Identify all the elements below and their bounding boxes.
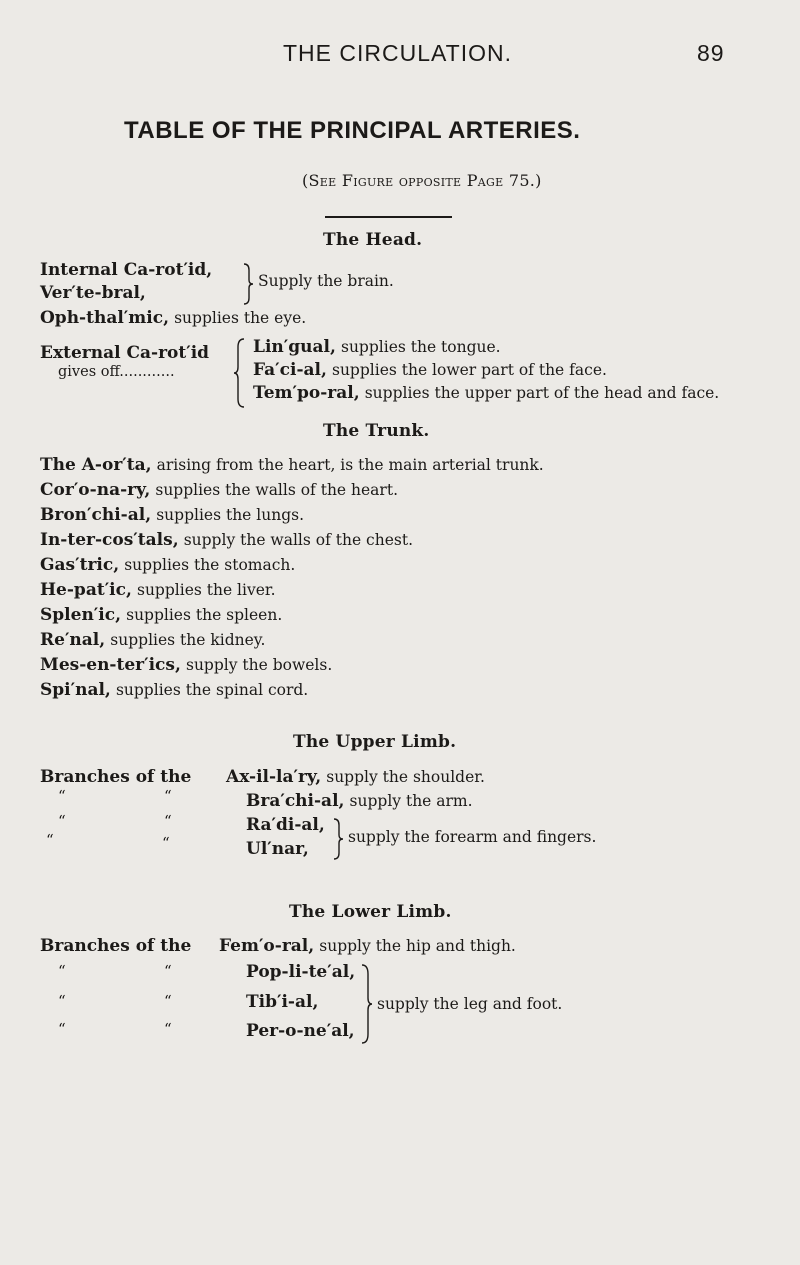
lower-femoral-line	[219, 936, 516, 956]
spinal-description: supplies the spinal cord.	[115, 681, 309, 699]
artery-mesenterics: Mes-en-ter′ics,	[40, 655, 181, 675]
axillary-description: supply the shoulder.	[326, 768, 485, 786]
artery-axillary: Ax-il-la′ry,	[226, 767, 322, 787]
splenic-description: supplies the spleen.	[126, 606, 283, 624]
artery-gastric: Gas′tric,	[40, 555, 120, 575]
coronary-description: supplies the walls of the heart.	[155, 481, 398, 499]
trunk-item	[40, 455, 544, 475]
artery-spinal: Spi′nal,	[40, 680, 111, 700]
brace-brain	[241, 262, 255, 306]
lower-lead-text: Branches of the	[40, 936, 192, 956]
aorta-description: arising from the heart, is the main arterial trunk.	[156, 456, 544, 474]
forearm-description: supply the forearm and fingers.	[348, 828, 597, 846]
trunk-item	[40, 530, 413, 550]
section-heading-trunk: The Trunk.	[323, 421, 430, 441]
intercostals-description: supply the walls of the chest.	[183, 531, 413, 549]
trunk-item	[40, 555, 295, 575]
ditto-mark: “	[164, 787, 172, 805]
artery-bronchial: Bron′chi-al,	[40, 505, 152, 525]
title-rule	[325, 216, 452, 218]
artery-radial: Ra′di-al,	[246, 815, 325, 835]
artery-coronary: Cor′o-na-ry,	[40, 480, 151, 500]
gives-off-label: gives off............	[58, 364, 175, 380]
trunk-item	[40, 655, 332, 675]
ditto-mark: “	[46, 831, 54, 849]
trunk-item	[40, 505, 304, 525]
section-heading-head: The Head.	[323, 230, 423, 250]
brace-leg	[360, 962, 374, 1046]
leg-description: supply the leg and foot.	[377, 995, 563, 1013]
ophthalmic-line	[40, 308, 306, 328]
ditto-mark: “	[58, 962, 66, 980]
temporal-description: supplies the upper part of the head and face.	[364, 384, 720, 402]
brachial-description: supply the arm.	[349, 792, 473, 810]
ophthalmic-description: supplies the eye.	[174, 309, 307, 327]
ditto-mark: “	[164, 812, 172, 830]
brace-forearm	[331, 817, 345, 861]
ditto-mark: “	[164, 992, 172, 1010]
ditto-mark: “	[58, 992, 66, 1010]
gastric-description: supplies the stomach.	[124, 556, 296, 574]
artery-brachial: Bra′chi-al,	[246, 791, 345, 811]
trunk-item	[40, 680, 308, 700]
running-head-title: THE CIRCULATION.	[283, 40, 512, 66]
page-number: 89	[697, 40, 725, 66]
artery-hepatic: He-pat′ic,	[40, 580, 132, 600]
artery-ophthalmic: Oph-thal′mic,	[40, 308, 169, 328]
artery-temporal: Tem′po-ral,	[253, 383, 360, 403]
artery-tibial: Tib′i-al,	[246, 992, 319, 1012]
lingual-description: supplies the tongue.	[341, 338, 501, 356]
branch-line-temporal	[253, 383, 719, 403]
artery-aorta: The A-or′ta,	[40, 455, 152, 475]
ditto-mark: “	[164, 1020, 172, 1038]
ditto-mark: “	[58, 812, 66, 830]
femoral-description: supply the hip and thigh.	[319, 937, 516, 955]
artery-popliteal: Pop-li-te′al,	[246, 962, 356, 982]
page-subtitle: (See Figure opposite Page 75.)	[302, 171, 542, 190]
artery-femoral: Fem′o-ral,	[219, 936, 315, 956]
section-heading-lower-limb: The Lower Limb.	[289, 902, 452, 922]
artery-renal: Re′nal,	[40, 630, 106, 650]
trunk-item	[40, 605, 282, 625]
artery-internal-carotid: Internal Ca-rot′id,	[40, 260, 213, 280]
ditto-mark: “	[58, 1020, 66, 1038]
upper-lead-text: Branches of the	[40, 767, 192, 787]
artery-peroneal: Per-o-ne′al,	[246, 1021, 355, 1041]
ditto-mark: “	[58, 787, 66, 805]
facial-description: supplies the lower part of the face.	[332, 361, 607, 379]
trunk-item	[40, 630, 265, 650]
upper-brachial-line	[246, 791, 473, 811]
ditto-mark: “	[164, 962, 172, 980]
renal-description: supplies the kidney.	[110, 631, 266, 649]
artery-lingual: Lin′gual,	[253, 337, 336, 357]
artery-intercostals: In-ter-cos′tals,	[40, 530, 179, 550]
trunk-item	[40, 480, 398, 500]
section-heading-upper-limb: The Upper Limb.	[293, 732, 457, 752]
artery-ulnar: Ul′nar,	[246, 839, 309, 859]
artery-facial: Fa′ci-al,	[253, 360, 327, 380]
brace-external-carotid	[232, 337, 248, 409]
ditto-mark: “	[162, 834, 170, 852]
artery-splenic: Splen′ic,	[40, 605, 122, 625]
hepatic-description: supplies the liver.	[137, 581, 276, 599]
artery-vertebral: Ver′te-bral,	[40, 283, 146, 303]
branch-line-facial	[253, 360, 607, 380]
upper-axillary-line	[226, 767, 485, 787]
trunk-item	[40, 580, 276, 600]
artery-external-carotid: External Ca-rot′id	[40, 343, 210, 363]
mesenterics-description: supply the bowels.	[186, 656, 333, 674]
bronchial-description: supplies the lungs.	[156, 506, 305, 524]
branch-line-lingual	[253, 337, 501, 357]
page-title: TABLE OF THE PRINCIPAL ARTERIES.	[124, 117, 581, 144]
brain-description: Supply the brain.	[258, 272, 394, 290]
